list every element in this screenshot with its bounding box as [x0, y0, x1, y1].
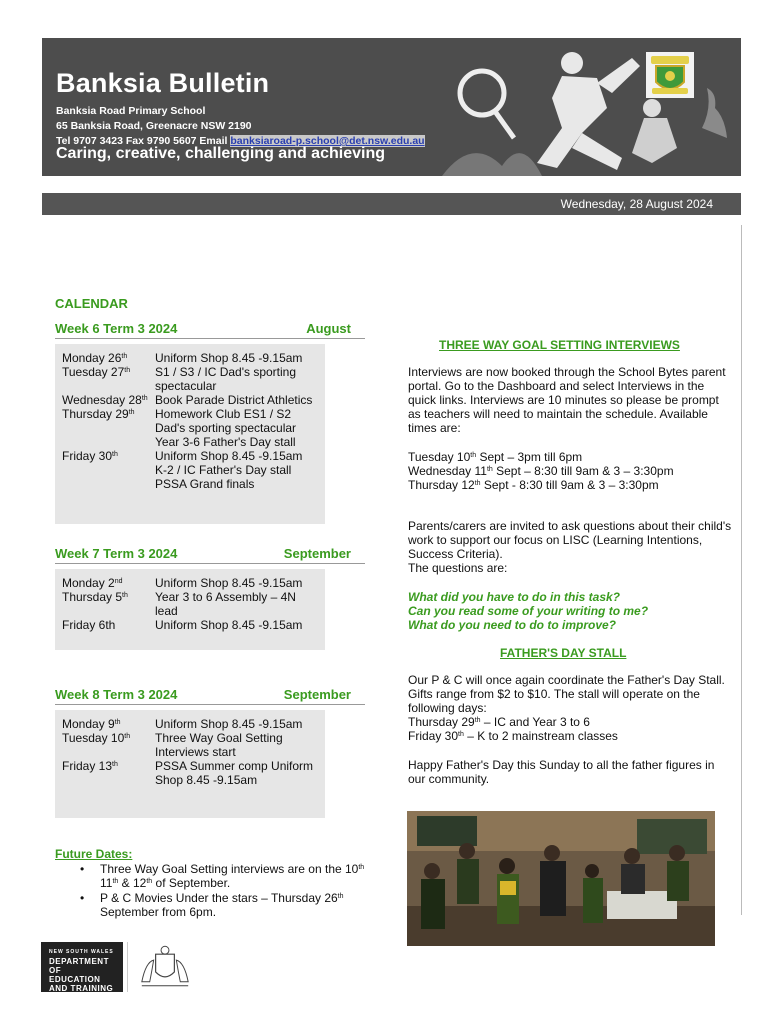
school-address: 65 Banksia Road, Greenacre NSW 2190	[56, 120, 252, 132]
event-row: Tuesday 27th S1 / S3 / IC Dad's sporting spectacular	[62, 365, 297, 393]
school-name: Banksia Road Primary School	[56, 105, 206, 117]
nsw-logo-line: AND TRAINING	[49, 984, 114, 993]
nsw-education-logo	[41, 942, 123, 992]
event-row: Thursday 29th Homework Club ES1 / S2 Dad's sporting spectacular Year 3-6 Father's Day stall	[62, 407, 297, 449]
future-dates-heading: Future Dates:	[55, 847, 133, 861]
date-bar	[42, 193, 741, 215]
question-3: What do you need to do to improve?	[408, 618, 616, 632]
interviews-heading: THREE WAY GOAL SETTING INTERVIEWS	[439, 338, 680, 352]
school-crest-icon	[646, 52, 694, 98]
fathers-day-heading: FATHER'S DAY STALL	[500, 646, 627, 660]
stall-day-row: Friday 30th – K to 2 mainstream classes	[408, 729, 618, 743]
interview-times	[408, 450, 734, 492]
week-title: Week 7 Term 3 2024	[55, 546, 178, 561]
questions-intro: The questions are:	[408, 561, 508, 575]
classroom-photo	[407, 811, 715, 946]
header-banner	[42, 38, 741, 176]
week-6-events	[55, 344, 325, 524]
contact-numbers: Tel 9707 3423 Fax 9790 5607 Email	[56, 135, 231, 147]
calendar-heading: CALENDAR	[55, 296, 128, 311]
nsw-state-label: NEW SOUTH WALES	[49, 949, 114, 955]
nsw-logo-line: DEPARTMENT	[49, 957, 109, 966]
week-month: September	[283, 546, 351, 561]
question-2: Can you read some of your writing to me?	[408, 604, 649, 618]
week-7-events	[55, 569, 325, 650]
event-row: Friday 13th PSSA Summer comp Uniform Shop 8.45 -9.15am	[62, 759, 314, 787]
interview-time-row: Thursday 12th Sept - 8:30 till 9am & 3 – 3:30pm	[408, 478, 659, 492]
school-motto: Caring, creative, challenging and achieving	[56, 145, 385, 162]
event-row: Monday 26th Uniform Shop 8.45 -9.15am	[62, 351, 303, 365]
event-row: Friday 30th Uniform Shop 8.45 -9.15am K-2 / IC Father's Day stall PSSA Grand finals	[62, 449, 303, 491]
column-divider	[741, 225, 742, 915]
week-title: Week 8 Term 3 2024	[55, 687, 178, 702]
week-8-heading	[55, 687, 365, 705]
interview-time-row: Wednesday 11th Sept – 8:30 till 9am & 3 – 3:30pm	[408, 464, 674, 478]
interviews-invite: Parents/carers are invited to ask questions about their child's work to support our focus on LISC (Learning Intentions, Success Criteria).	[408, 519, 732, 561]
week-6-heading	[55, 321, 365, 339]
event-row: Tuesday 10th Three Way Goal Setting Interviews start	[62, 731, 283, 759]
school-email-link[interactable]: banksiaroad-p.school@det.nsw.edu.au	[230, 135, 425, 147]
event-row: Monday 9th Uniform Shop 8.45 -9.15am	[62, 717, 303, 731]
event-row: Friday 6th Uniform Shop 8.45 -9.15am	[62, 618, 303, 632]
week-month: September	[283, 687, 351, 702]
week-8-events	[55, 710, 325, 818]
week-title: Week 6 Term 3 2024	[55, 321, 178, 336]
fathers-day-closing: Happy Father's Day this Sunday to all the father figures in our community.	[408, 758, 715, 786]
question-1: What did you have to do in this task?	[408, 590, 621, 604]
newsletter-title: Banksia Bulletin	[56, 68, 270, 98]
event-row: Thursday 5th Year 3 to 6 Assembly – 4N lead	[62, 590, 296, 618]
nsw-logo-line: OF EDUCATION	[49, 966, 101, 984]
issue-date: Wednesday, 28 August 2024	[560, 197, 713, 211]
event-row: Wednesday 28th Book Parade District Athletics	[62, 393, 313, 407]
week-7-heading	[55, 546, 365, 564]
fathers-day-intro: Our P & C will once again coordinate the Father's Day Stall. Gifts range from $2 to $10. The stall will operate on the following days:	[408, 673, 725, 715]
interviews-intro: Interviews are now booked through the School Bytes parent portal. Go to the Dashboard and select Interviews in the quick links. Interviews are 10 minutes so please be prompt as teachers will need to maintain the schedule. Available times are:	[408, 365, 726, 435]
stall-day-row: Thursday 29th – IC and Year 3 to 6	[408, 715, 590, 729]
interview-time-row: Tuesday 10th Sept – 3pm till 6pm	[408, 450, 583, 464]
event-row: Monday 2nd Uniform Shop 8.45 -9.15am	[62, 576, 303, 590]
list-item: • P & C Movies Under the stars – Thursday 26th September from 6pm.	[80, 891, 370, 919]
stall-days	[408, 715, 734, 743]
week-month: August	[306, 321, 351, 336]
list-item: • Three Way Goal Setting interviews are on the 10th 11th & 12th of September.	[80, 862, 370, 890]
nsw-coat-of-arms-icon	[127, 942, 202, 992]
future-dates-list	[80, 862, 370, 920]
